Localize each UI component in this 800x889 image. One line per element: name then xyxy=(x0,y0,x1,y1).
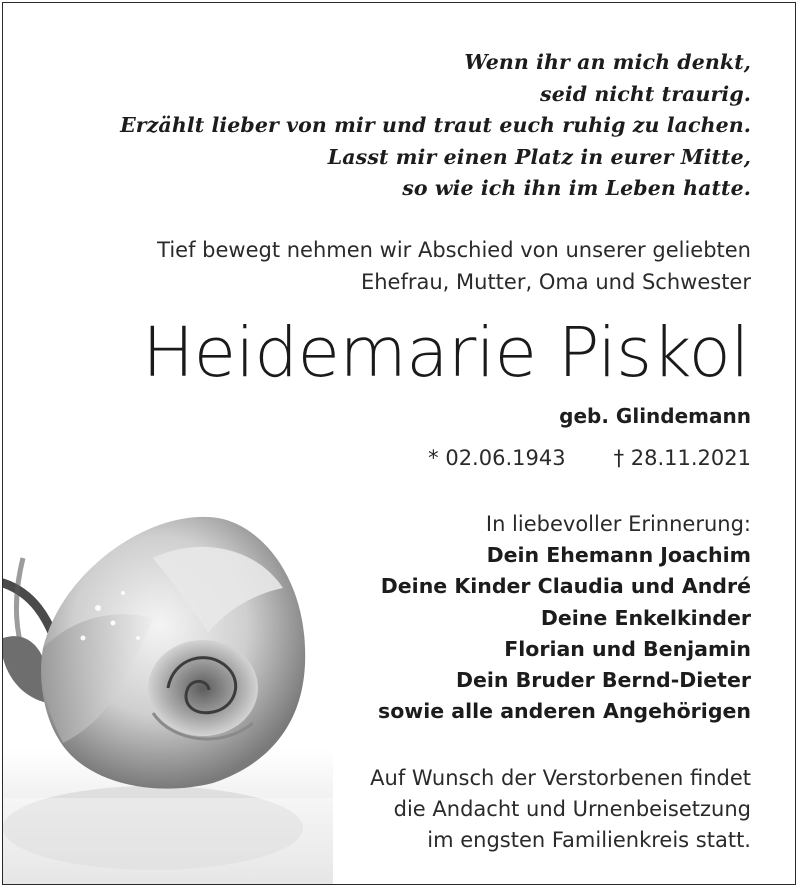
mourner-line: sowie alle anderen Angehörigen xyxy=(378,699,751,724)
memory-heading: In liebevoller Erinnerung: xyxy=(485,512,751,536)
poem-line: seid nicht traurig. xyxy=(540,81,751,106)
rose-image xyxy=(3,498,333,885)
obituary-frame xyxy=(2,2,796,885)
intro-text xyxy=(157,234,751,298)
note-line: im engsten Familienkreis statt. xyxy=(427,828,751,852)
mourner-line: Dein Bruder Bernd-Dieter xyxy=(455,668,751,693)
poem xyxy=(120,47,751,205)
mourner-line: Deine Kinder Claudia und André xyxy=(380,574,751,599)
poem-line: so wie ich ihn im Leben hatte. xyxy=(402,176,751,200)
death-date: † 28.11.2021 xyxy=(613,446,751,470)
deceased-name: Heidemarie Piskol xyxy=(142,313,749,393)
mourners-list xyxy=(378,540,751,728)
funeral-note xyxy=(370,763,751,856)
note-line: Auf Wunsch der Verstorbenen findet xyxy=(370,766,751,790)
intro-line: Ehefrau, Mutter, Oma und Schwester xyxy=(360,270,751,294)
birth-name: geb. Glindemann xyxy=(559,404,751,428)
poem-line: Wenn ihr an mich denkt, xyxy=(464,50,751,74)
mourner-line: Florian und Benjamin xyxy=(504,636,751,661)
birth-date: * 02.06.1943 xyxy=(428,446,566,470)
mourner-line: Dein Ehemann Joachim xyxy=(486,543,751,567)
life-dates xyxy=(428,443,751,473)
poem-line: Erzählt lieber von mir und traut euch ruhig zu lachen. xyxy=(120,113,751,137)
intro-line: Tief bewegt nehmen wir Abschied von unserer geliebten xyxy=(157,238,751,262)
note-line: die Andacht und Urnenbeisetzung xyxy=(393,797,751,821)
poem-line: Lasst mir einen Platz in eurer Mitte, xyxy=(327,144,751,169)
mourner-line: Deine Enkelkinder xyxy=(540,605,751,630)
